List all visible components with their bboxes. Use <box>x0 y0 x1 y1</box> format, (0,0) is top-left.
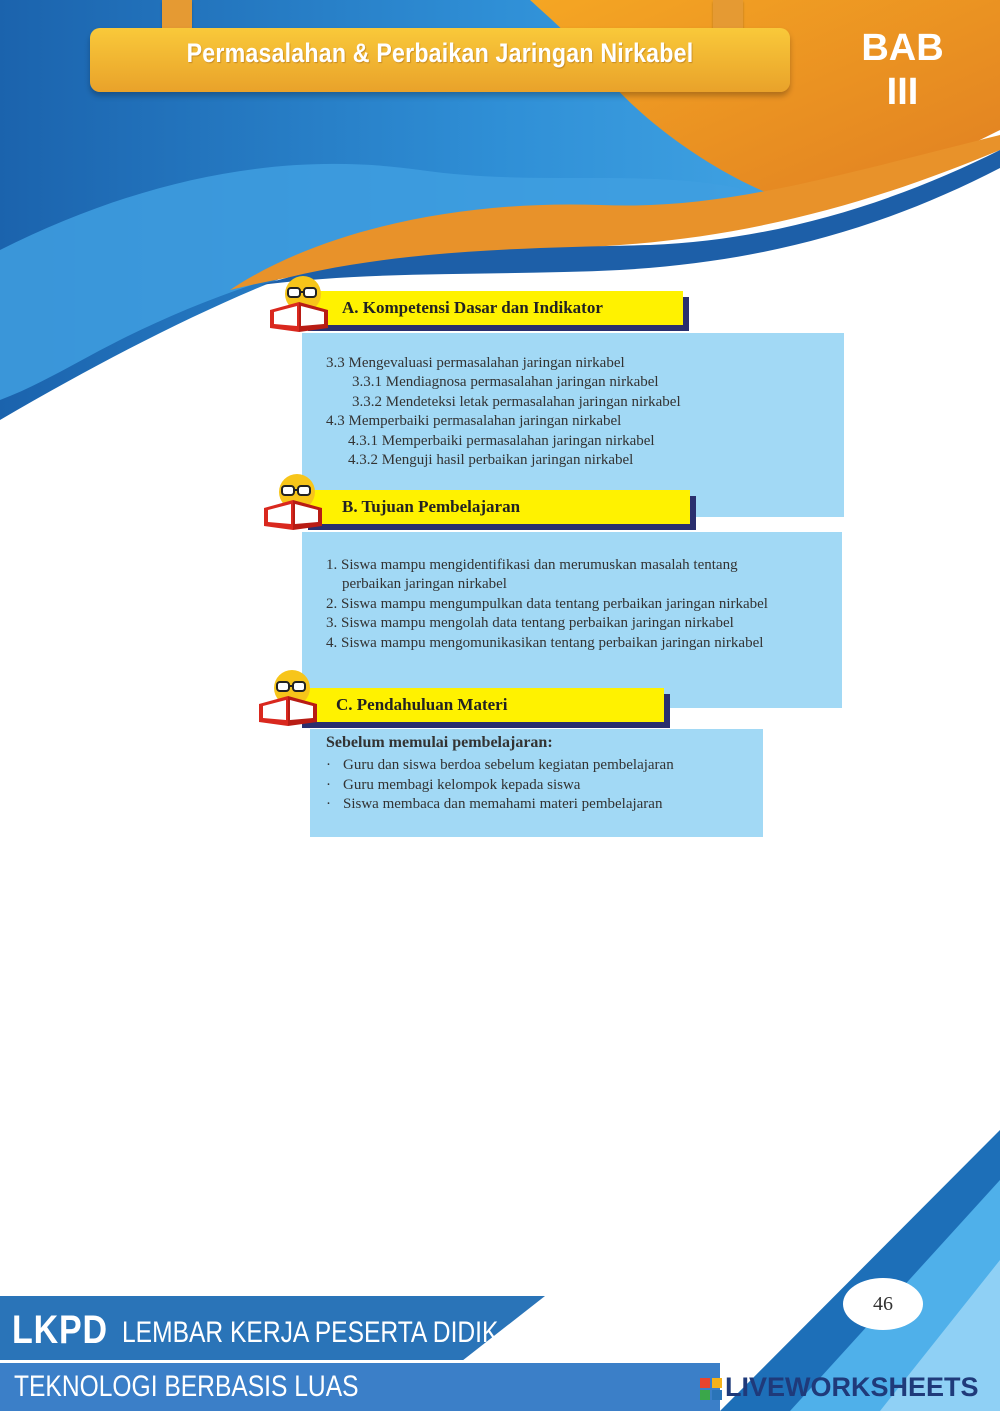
kd-item: 3.3 Mengevaluasi permasalahan jaringan nirkabel <box>326 355 625 371</box>
list-item <box>326 776 674 795</box>
section-c-content <box>326 733 674 815</box>
tujuan-item: 3. Siswa mampu mengolah data tentang perbaikan jaringan nirkabel <box>326 615 734 632</box>
tujuan-item: 1. Siswa mampu mengidentifikasi dan merumuskan masalah tentang <box>326 557 738 573</box>
page-number: 46 <box>843 1278 923 1330</box>
section-c-heading: C. Pendahuluan Materi <box>296 688 664 722</box>
indikator-item: 3.3.2 Mendeteksi letak permasalahan jaringan nirkabel <box>352 393 681 410</box>
list-item <box>326 795 674 814</box>
bullet-icon: · <box>326 757 331 774</box>
indikator-item: 4.3.1 Memperbaiki permasalahan jaringan nirkabel <box>348 432 655 449</box>
tujuan-item-continuation: perbaikan jaringan nirkabel <box>342 576 507 593</box>
reading-mascot-icon <box>257 666 319 728</box>
bullet-icon: · <box>326 796 331 813</box>
lkpd-logo: LKPD <box>12 1308 108 1352</box>
list-item-text: Siswa membaca dan memahami materi pembelajaran <box>343 796 663 813</box>
tujuan-item: 4. Siswa mampu mengomunikasikan tentang perbaikan jaringan nirkabel <box>326 634 764 651</box>
list-item-text: Guru dan siswa berdoa sebelum kegiatan pembelajaran <box>343 757 674 774</box>
footer-subtitle: TEKNOLOGI BERBASIS LUAS <box>14 1370 359 1403</box>
indikator-item: 3.3.1 Mendiagnosa permasalahan jaringan nirkabel <box>352 374 659 391</box>
lkpd-full-name: LEMBAR KERJA PESERTA DIDIK <box>122 1316 499 1349</box>
list-item-text: Guru membagi kelompok kepada siswa <box>343 776 581 793</box>
section-b-heading: B. Tujuan Pembelajaran <box>302 490 690 524</box>
chapter-label-number: III <box>886 71 919 113</box>
section-a-heading: A. Kompetensi Dasar dan Indikator <box>302 291 683 325</box>
reading-mascot-icon <box>268 272 330 334</box>
kd-item: 4.3 Memperbaiki permasalahan jaringan nirkabel <box>326 413 622 430</box>
tujuan-item: 2. Siswa mampu mengumpulkan data tentang perbaikan jaringan nirkabel <box>326 595 768 612</box>
chapter-label <box>845 26 960 114</box>
section-b-content <box>326 556 768 653</box>
bullet-icon: · <box>326 776 331 793</box>
reading-mascot-icon <box>262 470 324 532</box>
chapter-label-bab: BAB <box>861 27 944 69</box>
liveworksheets-watermark[interactable]: LIVEWORKSHEETS <box>725 1372 979 1402</box>
section-c-subheading: Sebelum memulai pembelajaran: <box>326 734 553 751</box>
indikator-item: 4.3.2 Menguji hasil perbaikan jaringan nirkabel <box>348 452 634 469</box>
liveworksheets-logo-icon <box>700 1378 722 1400</box>
list-item <box>326 756 674 775</box>
section-a-content <box>326 354 681 470</box>
page-title: Permasalahan & Perbaikan Jaringan Nirkabel <box>186 38 694 68</box>
